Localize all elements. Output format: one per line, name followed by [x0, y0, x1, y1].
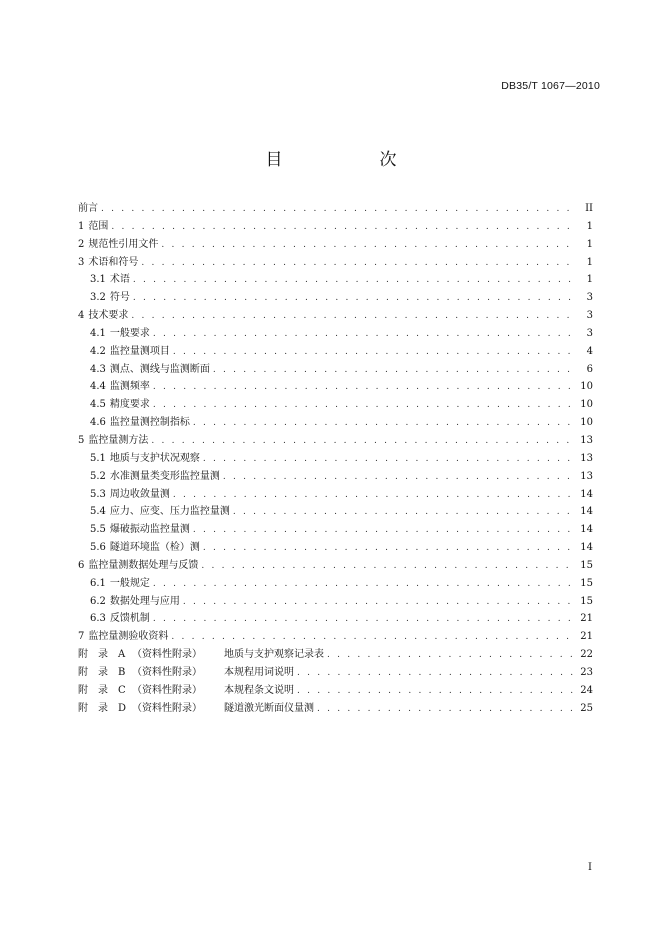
appendix-word-lu: 录 [98, 702, 108, 714]
toc-entry-number: 4.4 [90, 381, 106, 393]
toc-entry-label: 监控量测方法 [88, 434, 149, 446]
document-code: DB35/T 1067—2010 [501, 80, 600, 92]
toc-entry-label: 测点、测线与监测断面 [109, 363, 210, 375]
dot-leader [153, 611, 576, 628]
toc-entry-page: 23 [580, 666, 593, 678]
toc-entry-number: 5.4 [90, 506, 106, 518]
toc-entry-number: 6.3 [90, 613, 106, 625]
toc-entry-page: 1 [586, 238, 593, 250]
toc-entry-title [90, 521, 190, 539]
toc-entry[interactable] [78, 361, 593, 379]
appendix-word-fu: 附 [78, 684, 88, 696]
toc-entry[interactable] [78, 307, 593, 325]
dot-leader [161, 237, 576, 254]
appendix-label: 本规程条文说明 [224, 684, 294, 696]
toc-appendix-entry[interactable] [78, 646, 593, 664]
dot-leader [101, 201, 576, 218]
dot-leader [153, 379, 576, 396]
toc-entry-title [90, 343, 170, 361]
toc-entry-page: 13 [580, 434, 593, 446]
toc-entry-page: 13 [580, 452, 593, 464]
toc-entry-page: 1 [586, 274, 593, 286]
dot-leader [171, 629, 576, 646]
toc-entry-title [90, 575, 150, 593]
appendix-word-fu: 附 [78, 702, 88, 714]
dot-leader [131, 308, 576, 325]
toc-entry-title [78, 236, 158, 254]
toc-entry-label: 监控量测数据处理与反馈 [88, 559, 199, 571]
toc-entry-title [78, 557, 198, 575]
toc-entry[interactable] [78, 486, 593, 504]
toc-entry[interactable] [78, 628, 593, 646]
toc-entry[interactable] [78, 432, 593, 450]
toc-entry-label: 监控量测项目 [109, 345, 170, 357]
toc-appendix-title [78, 664, 294, 682]
toc-entry-label: 术语 [109, 274, 130, 286]
toc-entry-title [90, 325, 150, 343]
toc-entry[interactable] [78, 396, 593, 414]
toc-entry-title [90, 610, 150, 628]
appendix-word-fu: 附 [78, 649, 88, 661]
toc-entry-title [90, 539, 200, 557]
toc-entry-page: 21 [580, 613, 593, 625]
toc-entry-label: 反馈机制 [109, 613, 150, 625]
toc-entry-page: 14 [580, 524, 593, 536]
appendix-word-lu: 录 [98, 684, 108, 696]
toc-entry-label: 符号 [109, 292, 130, 304]
toc-entry-page: 4 [586, 345, 593, 357]
toc-entry-number: 5.1 [90, 452, 106, 464]
toc-entry-label: 一般要求 [109, 327, 150, 339]
toc-appendix-title [78, 682, 294, 700]
appendix-word-lu: 录 [98, 649, 108, 661]
toc-entry[interactable] [78, 468, 593, 486]
toc-entry[interactable] [78, 218, 593, 236]
toc-entry-number: 3.2 [90, 292, 106, 304]
toc-entry-label: 范围 [88, 220, 109, 232]
appendix-letter: D [118, 702, 127, 714]
dot-leader [183, 594, 576, 611]
dot-leader [193, 415, 576, 432]
toc-entry[interactable] [78, 539, 593, 557]
toc-entry-number: 2 [78, 238, 85, 250]
toc-entry[interactable] [78, 289, 593, 307]
toc-appendix-entry[interactable] [78, 682, 593, 700]
dot-leader [213, 362, 576, 379]
toc-entry-page: 14 [580, 488, 593, 500]
toc-entry-page: 3 [586, 292, 593, 304]
dot-leader [153, 326, 576, 343]
toc-entry-page: 10 [580, 417, 593, 429]
toc-entry-number: 5 [78, 434, 85, 446]
toc-entry-label: 一般规定 [109, 577, 150, 589]
dot-leader [153, 397, 576, 414]
toc-entry[interactable] [78, 503, 593, 521]
toc-entry-page: 15 [580, 577, 593, 589]
appendix-label: 地质与支护观察记录表 [224, 649, 324, 661]
toc-entry-number: 1 [78, 220, 85, 232]
toc-entry-page: 10 [580, 381, 593, 393]
toc-entry-label: 技术要求 [88, 310, 129, 322]
dot-leader [141, 255, 576, 272]
toc-entry[interactable] [78, 450, 593, 468]
toc-entry-page: 25 [580, 702, 593, 714]
dot-leader [203, 540, 576, 557]
toc-entry[interactable] [78, 271, 593, 289]
toc-entry-label: 术语和符号 [88, 256, 139, 268]
dot-leader [297, 665, 576, 682]
toc-entry[interactable] [78, 610, 593, 628]
toc-entry-number: 4.6 [90, 417, 106, 429]
toc-entry-page: 1 [586, 256, 593, 268]
dot-leader [327, 647, 576, 664]
toc-entry-title [90, 414, 190, 432]
page-number: I [588, 862, 592, 873]
appendix-type: （资料性附录） [132, 649, 202, 661]
toc-entry-page: 3 [586, 327, 593, 339]
toc-entry[interactable] [78, 414, 593, 432]
toc-entry-label: 应力、应变、压力监控量测 [109, 506, 230, 518]
toc-entry[interactable] [78, 236, 593, 254]
dot-leader [173, 344, 576, 361]
appendix-type: （资料性附录） [132, 702, 202, 714]
toc-entry-page: 13 [580, 470, 593, 482]
toc-entry[interactable] [78, 557, 593, 575]
toc-entry-title [90, 468, 220, 486]
toc-entry-number: 4.3 [90, 363, 106, 375]
toc-entry-page: 24 [580, 684, 593, 696]
toc-entry-number: 4.5 [90, 399, 106, 411]
appendix-type: （资料性附录） [132, 666, 202, 678]
toc-entry-page: 1 [586, 220, 593, 232]
toc-entry-label: 地质与支护状况观察 [109, 452, 200, 464]
dot-leader [201, 558, 576, 575]
toc-entry-page: 21 [580, 631, 593, 643]
toc-entry-title [78, 200, 98, 218]
toc-entry-page: 22 [580, 649, 593, 661]
appendix-label: 隧道激光断面仪量测 [224, 702, 314, 714]
toc-entry[interactable] [78, 378, 593, 396]
toc-entry-number: 7 [78, 631, 85, 643]
appendix-label: 本规程用词说明 [224, 666, 294, 678]
toc-entry-label: 监控量测控制指标 [109, 417, 190, 429]
appendix-letter: B [118, 666, 126, 678]
toc-entry-number: 5.5 [90, 524, 106, 536]
toc-entry-page: 14 [580, 542, 593, 554]
toc-entry-number: 4 [78, 310, 85, 322]
toc-entry-title [78, 218, 108, 236]
toc-entry-number: 6.1 [90, 577, 106, 589]
toc-entry-number: 5.3 [90, 488, 106, 500]
toc-entry-page: 15 [580, 595, 593, 607]
appendix-word-lu: 录 [98, 666, 108, 678]
toc-entry-number: 4.2 [90, 345, 106, 357]
toc-entry-title [90, 593, 180, 611]
toc-entry[interactable] [78, 575, 593, 593]
toc-entry[interactable] [78, 343, 593, 361]
page-title: 目 次 [265, 150, 437, 170]
toc-entry-title [78, 254, 138, 272]
toc-entry-label: 监控量测验收资料 [88, 631, 169, 643]
toc-entry-label: 水准测量类变形监控量测 [109, 470, 220, 482]
appendix-letter: A [118, 649, 126, 661]
toc-entry-title [90, 289, 130, 307]
dot-leader [153, 576, 576, 593]
toc-entry-number: 6.2 [90, 595, 106, 607]
toc-entry-title [78, 432, 148, 450]
dot-leader [133, 272, 576, 289]
toc-entry[interactable] [78, 325, 593, 343]
appendix-word-fu: 附 [78, 666, 88, 678]
toc-appendix-entry[interactable] [78, 664, 593, 682]
toc-entry-label: 爆破振动监控量测 [109, 524, 190, 536]
dot-leader [233, 504, 576, 521]
toc-entry-title [90, 450, 200, 468]
toc-entry-number: 3 [78, 256, 85, 268]
toc-entry-title [90, 396, 150, 414]
toc-entry-number: 5.6 [90, 542, 106, 554]
toc-entry-title [90, 486, 170, 504]
toc-entry-label: 规范性引用文件 [88, 238, 159, 250]
toc-appendix-title [78, 646, 324, 664]
dot-leader [133, 290, 576, 307]
toc-entry-label: 前言 [78, 203, 98, 214]
toc-entry-label: 周边收敛量测 [109, 488, 170, 500]
dot-leader [173, 487, 576, 504]
toc-entry-number: 4.1 [90, 327, 106, 339]
dot-leader [193, 522, 576, 539]
toc-entry-page: 14 [580, 506, 593, 518]
toc-entry[interactable] [78, 521, 593, 539]
toc-entry-page: 15 [580, 559, 593, 571]
dot-leader [111, 219, 576, 236]
toc-entry-title [78, 307, 128, 325]
table-of-contents [78, 200, 593, 717]
toc-entry-label: 数据处理与应用 [109, 595, 180, 607]
toc-entry[interactable] [78, 254, 593, 272]
dot-leader [223, 469, 576, 486]
appendix-type: （资料性附录） [132, 684, 202, 696]
toc-entry-number: 3.1 [90, 274, 106, 286]
toc-entry-title [90, 378, 150, 396]
toc-entry-label: 监测频率 [109, 381, 150, 393]
toc-entry-number: 5.2 [90, 470, 106, 482]
toc-entry-title [90, 361, 210, 379]
toc-entry-title [78, 628, 168, 646]
toc-appendix-entry[interactable] [78, 700, 593, 718]
toc-entry-page: 6 [586, 363, 593, 375]
dot-leader [317, 701, 576, 718]
toc-entry-title [90, 271, 130, 289]
toc-appendix-title [78, 700, 314, 718]
toc-entry-number: 6 [78, 559, 85, 571]
toc-entry-label: 隧道环境监（检）测 [109, 542, 200, 554]
dot-leader [297, 683, 576, 700]
toc-entry[interactable] [78, 593, 593, 611]
toc-entry-page: 3 [586, 310, 593, 322]
toc-entry-page: 10 [580, 399, 593, 411]
dot-leader [203, 451, 576, 468]
dot-leader [151, 433, 576, 450]
toc-entry-page: II [585, 203, 593, 214]
toc-entry-label: 精度要求 [109, 399, 150, 411]
toc-entry[interactable] [78, 200, 593, 218]
appendix-letter: C [118, 684, 126, 696]
toc-entry-title [90, 503, 230, 521]
